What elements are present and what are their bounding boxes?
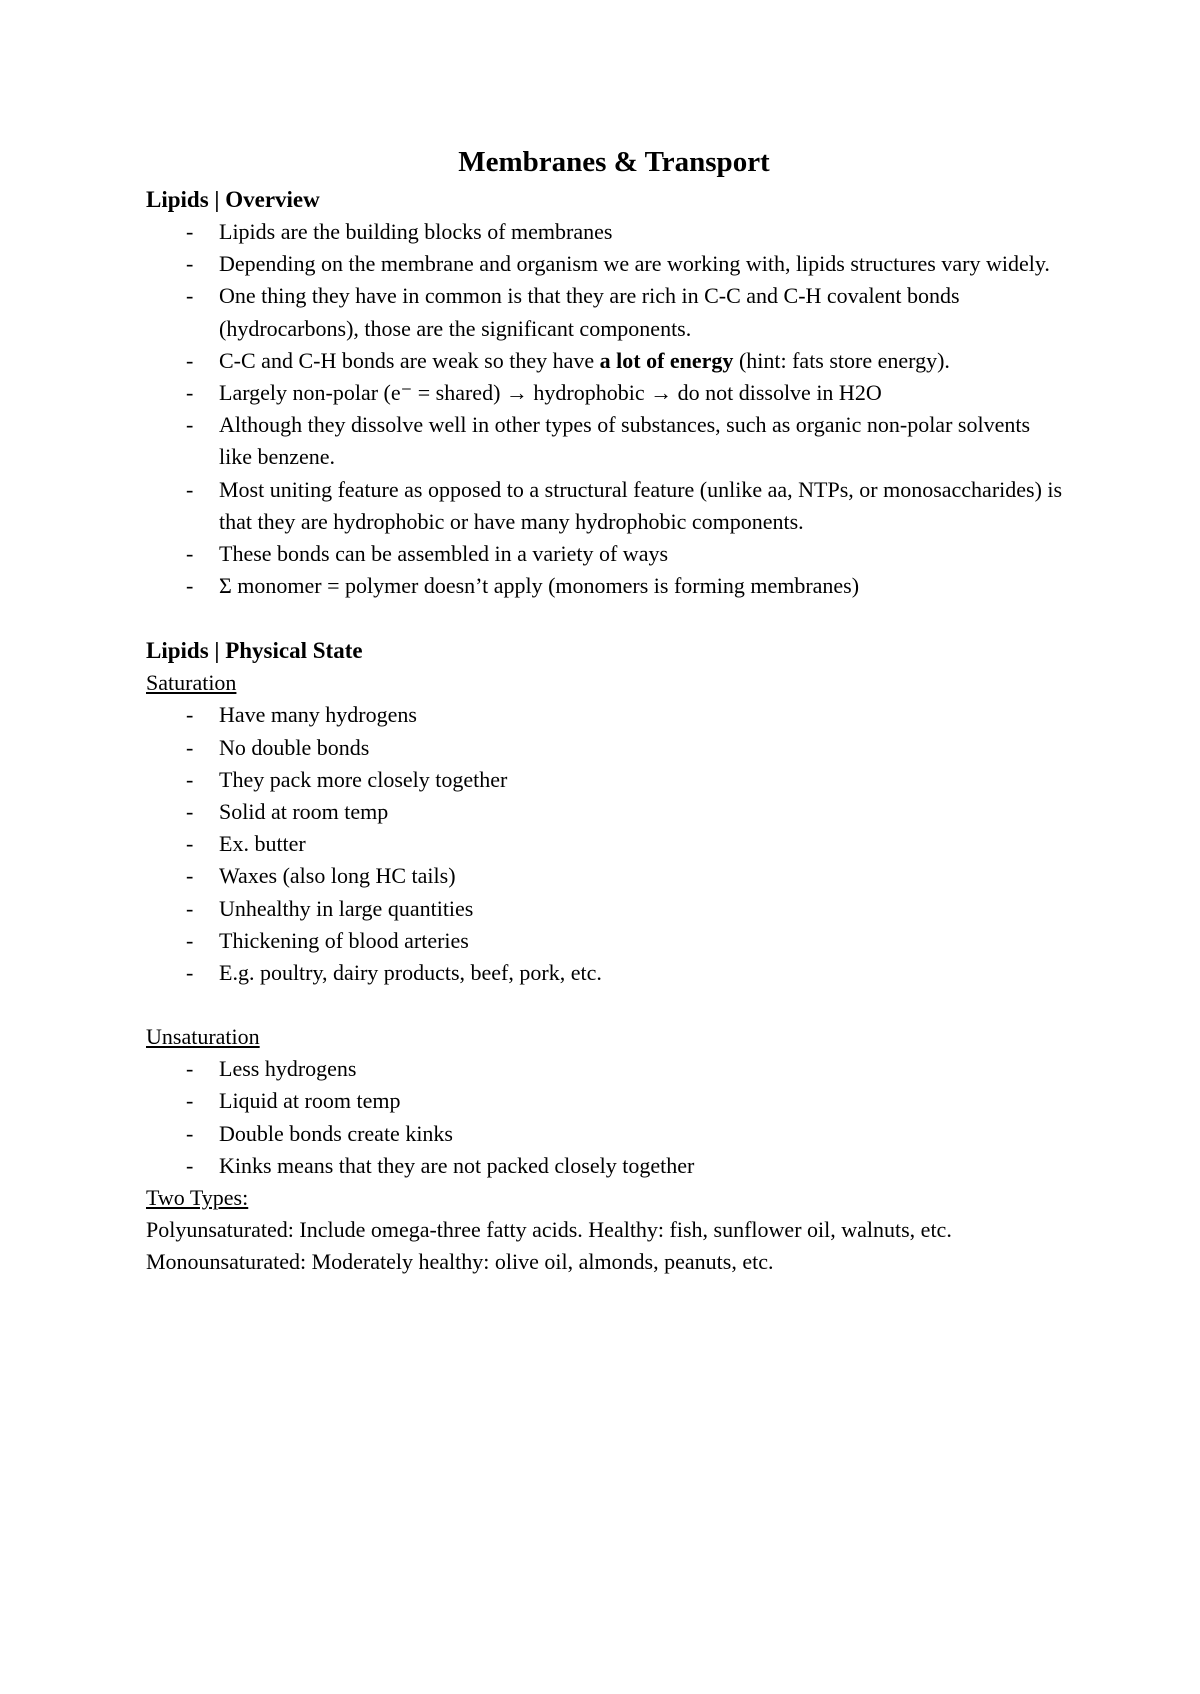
bullet: -: [186, 799, 194, 825]
bullet: -: [186, 831, 194, 857]
bullet: -: [186, 734, 194, 760]
spacer: [146, 989, 1066, 1021]
section-heading-overview: Lipids | Overview: [146, 187, 320, 212]
list-item: [146, 699, 1066, 731]
bullet: -: [186, 476, 194, 502]
bullet: -: [186, 573, 194, 599]
bullet: -: [186, 380, 194, 406]
list-item: [146, 377, 1066, 409]
list-item: [146, 1118, 1066, 1150]
list-item: [146, 828, 1066, 860]
document-page: [146, 140, 1066, 1278]
bullet: -: [186, 251, 194, 277]
list-item-text: Liquid at room temp: [219, 1088, 401, 1114]
list-item-text-post: (hint: fats store energy).: [733, 347, 950, 373]
list-item-text: Although they dissolve well in other types of substances, such as organic non-polar solvents like benzene.: [219, 412, 1031, 470]
list-item-text: Lipids are the building blocks of membranes: [219, 219, 613, 244]
list-item-text: Depending on the membrane and organism we are working with, lipids structures vary widely.: [219, 251, 1050, 277]
list-item: [146, 1085, 1066, 1117]
list-item-text: Less hydrogens: [219, 1056, 357, 1082]
list-item: [146, 570, 1066, 602]
list-item: [146, 409, 1066, 473]
list-item: [146, 925, 1066, 957]
list-item-text: Kinks means that they are not packed closely together: [219, 1152, 695, 1178]
bullet: -: [186, 927, 194, 953]
list-item-text: Σ monomer = polymer doesn’t apply (monomers is forming membranes): [219, 573, 860, 599]
saturation-list: [146, 699, 1066, 989]
list-item-text: Largely non-polar (e⁻ = shared) → hydrophobic → do not dissolve in H2O: [219, 380, 882, 406]
polyunsaturated-line: Polyunsaturated: Include omega-three fatty acids. Healthy: fish, sunflower oil, walnuts, etc.: [146, 1217, 952, 1243]
bullet: -: [186, 960, 194, 986]
list-item-text: Have many hydrogens: [219, 702, 417, 728]
list-item: [146, 957, 1066, 989]
list-item: [146, 860, 1066, 892]
list-item-bold-text: a lot of energy: [599, 347, 734, 373]
list-item-text: Double bonds create kinks: [219, 1120, 453, 1146]
subheading-unsaturation: Unsaturation: [146, 1024, 260, 1050]
list-item: [146, 248, 1066, 280]
bullet: -: [186, 863, 194, 889]
list-item: [146, 474, 1066, 538]
list-item: [146, 1053, 1066, 1085]
list-item-text: No double bonds: [219, 734, 370, 760]
bullet: -: [186, 1152, 194, 1178]
bullet: -: [186, 219, 194, 244]
list-item: [146, 893, 1066, 925]
list-item: [146, 216, 1066, 248]
bullet: -: [186, 1120, 194, 1146]
list-item-text: Most uniting feature as opposed to a structural feature (unlike aa, NTPs, or monosaccharides) is that they are hydrophobic or have many hydrophobic components.: [219, 476, 1063, 534]
bullet: -: [186, 541, 194, 567]
bullet: -: [186, 283, 194, 309]
bullet: -: [186, 1088, 194, 1114]
overview-list: [146, 216, 1066, 602]
bullet: -: [186, 1056, 194, 1082]
list-item-text: E.g. poultry, dairy products, beef, pork, etc.: [219, 960, 602, 986]
list-item-text: They pack more closely together: [219, 766, 508, 792]
list-item: [146, 764, 1066, 796]
list-item-text: Unhealthy in large quantities: [219, 895, 474, 921]
list-item-text: Solid at room temp: [219, 799, 389, 825]
monounsaturated-line: Monounsaturated: Moderately healthy: olive oil, almonds, peanuts, etc.: [146, 1249, 774, 1275]
subheading-two-types: Two Types:: [146, 1185, 249, 1211]
subheading-saturation: Saturation: [146, 670, 237, 696]
bullet: -: [186, 766, 194, 792]
section-heading-physical-state: Lipids | Physical State: [146, 638, 363, 664]
page-title: Membranes & Transport: [458, 146, 770, 178]
list-item-text: Thickening of blood arteries: [219, 927, 469, 953]
list-item-text: These bonds can be assembled in a variety of ways: [219, 541, 669, 567]
list-item: [146, 538, 1066, 570]
list-item: [146, 280, 1066, 344]
list-item-text: Ex. butter: [219, 831, 306, 857]
list-item: [146, 732, 1066, 764]
bullet: -: [186, 412, 194, 438]
bullet: -: [186, 347, 194, 373]
unsaturation-list: [146, 1053, 1066, 1182]
list-item: [146, 1150, 1066, 1182]
bullet: -: [186, 702, 194, 728]
spacer: [146, 602, 1066, 635]
list-item-text: One thing they have in common is that they are rich in C-C and C-H covalent bonds (hydrocarbons), those are the significant components.: [219, 283, 960, 341]
list-item: [146, 345, 1066, 377]
list-item-text: Waxes (also long HC tails): [219, 863, 456, 889]
list-item-text-pre: C-C and C-H bonds are weak so they have: [219, 347, 600, 373]
bullet: -: [186, 895, 194, 921]
list-item: [146, 796, 1066, 828]
